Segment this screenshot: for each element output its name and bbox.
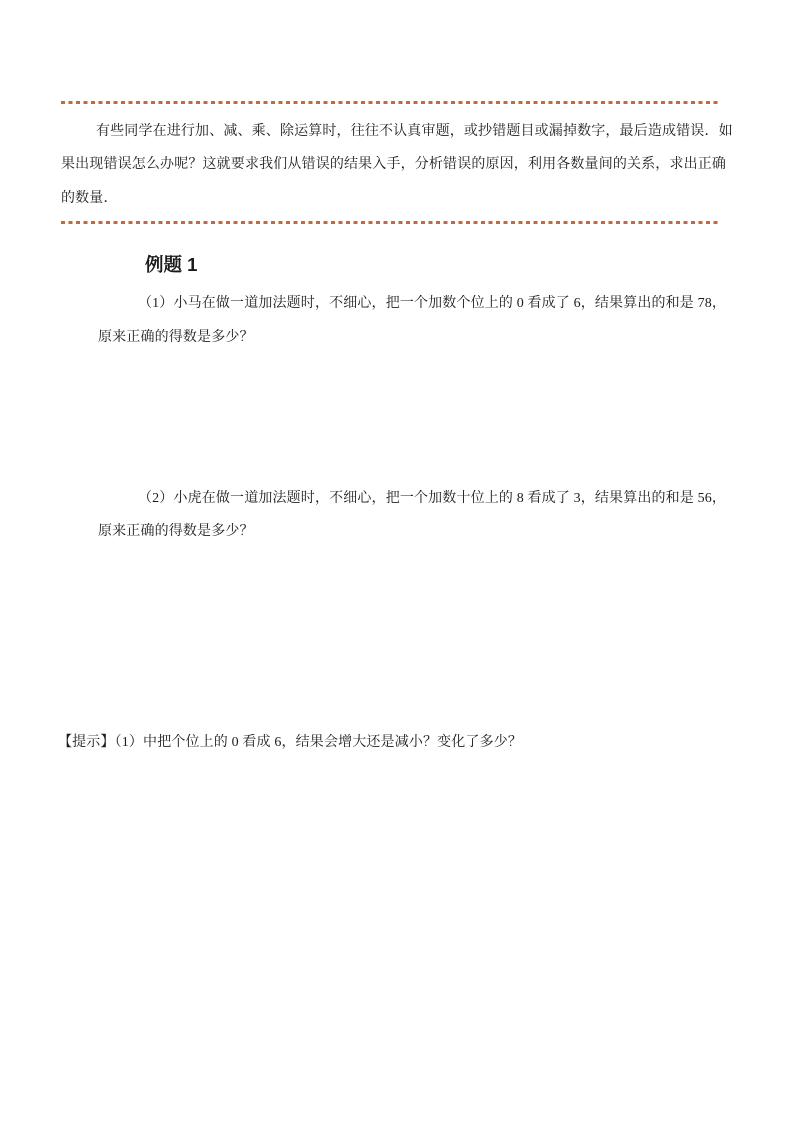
dashed-separator-top [61,101,719,104]
problem-2-line-1: （2）小虎在做一道加法题时，不细心，把一个加数十位上的 8 看成了 3，结果算出的和是 56， [138,491,727,506]
intro-line-2: 果出现错误怎么办呢？这就要求我们从错误的结果入手，分析错误的原因，利用各数量间的关系，求出正确 [61,157,727,172]
dashed-separator-bottom [61,221,719,224]
hint-text: 【提示】（1）中把个位上的 0 看成 6，结果会增大还是减小？变化了多少？ [58,735,523,750]
problem-1-line-2: 原来正确的得数是多少？ [98,330,254,345]
intro-line-1: 有些同学在进行加、减、乘、除运算时，往往不认真审题，或抄错题目或漏掉数字，最后造成错误．如 [96,124,733,139]
problem-2-line-2: 原来正确的得数是多少？ [98,524,254,539]
intro-line-3: 的数量． [61,191,118,206]
problem-1-line-1: （1）小马在做一道加法题时，不细心，把一个加数个位上的 0 看成了 6，结果算出的和是 78， [138,296,727,311]
example-heading: 例题 1 [145,254,198,275]
